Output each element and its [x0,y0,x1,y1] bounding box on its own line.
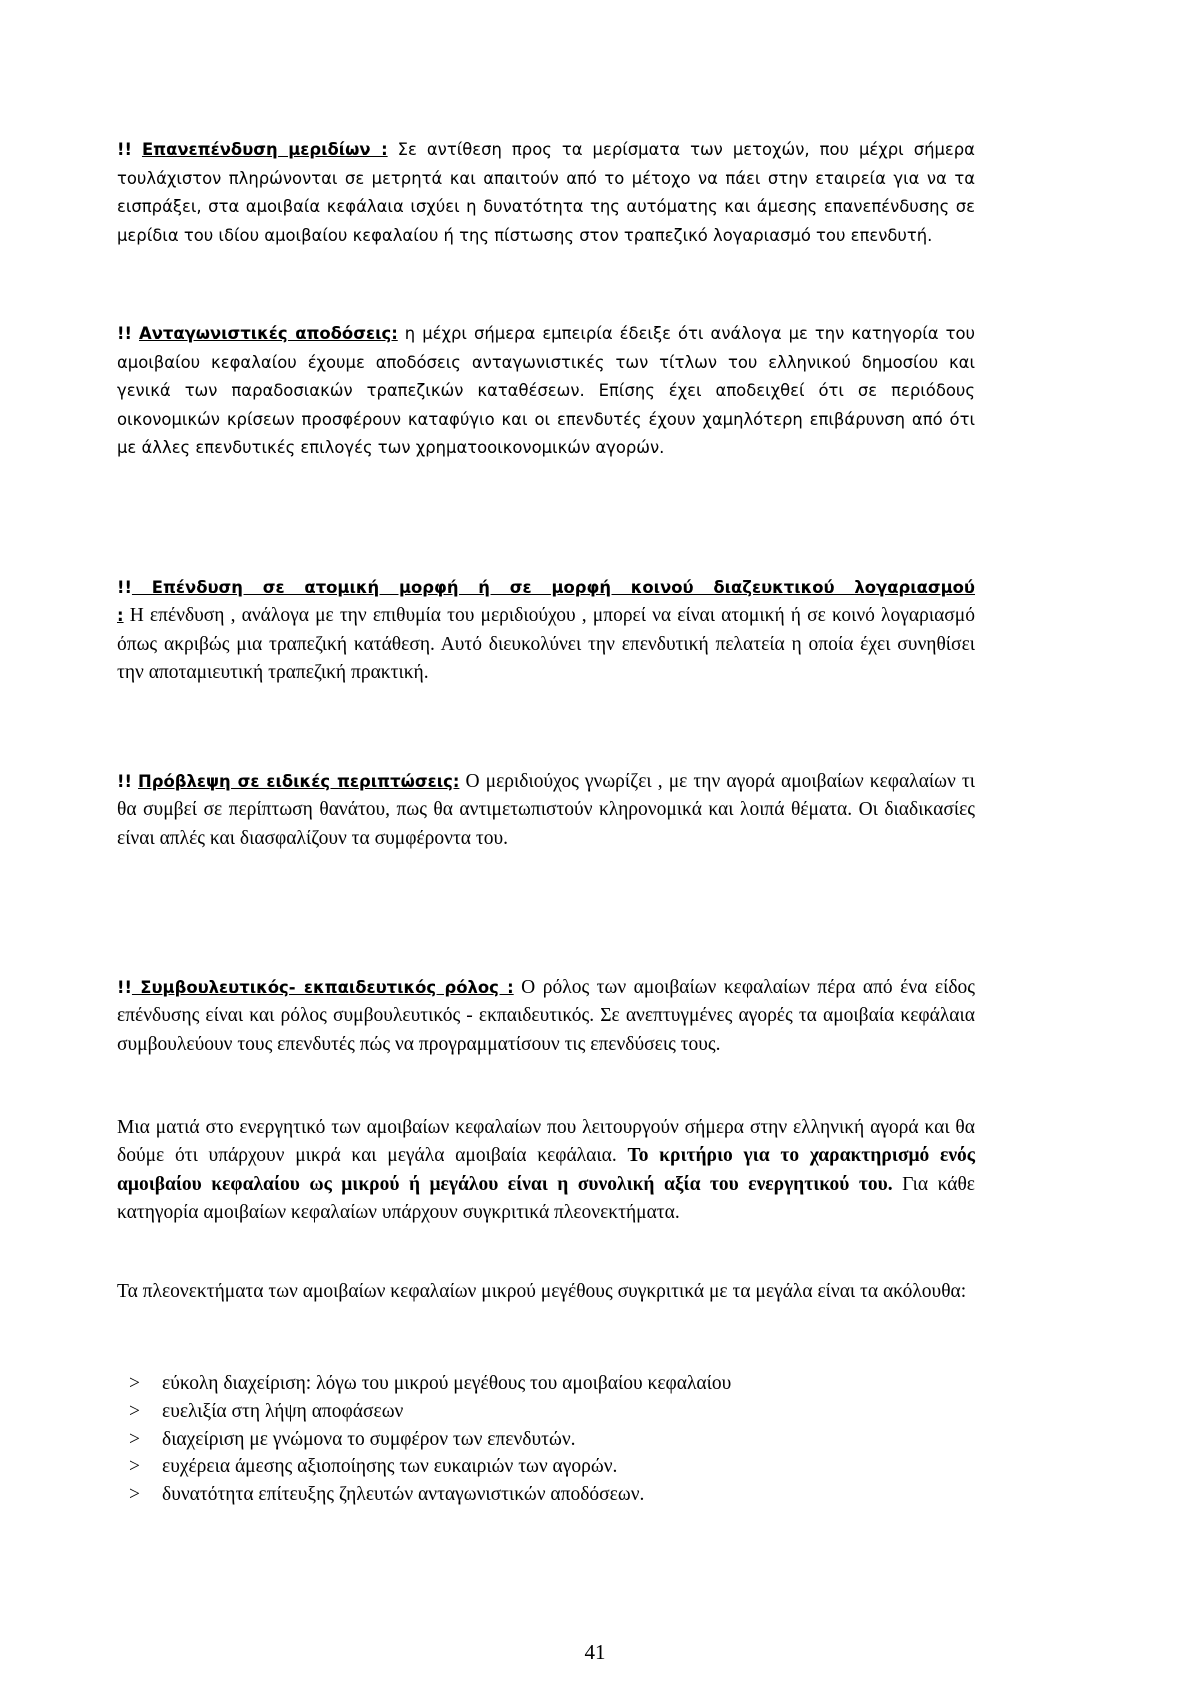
list-item [129,1481,975,1509]
section-text: Η επένδυση , ανάλογα με την επιθυμία του μεριδιούχου , μπορεί να είναι ατομική ή σε κοινό λογαριασμό όπως ακριβώς μια τραπεζική κατάθεση. Αυτό διευκολύνει την επενδυτική πελατεία η οποία έχει συνηθίσει την αποταμιευτική τραπεζική πρακτική. [117,605,975,684]
section-heading: Πρόβλεψη σε ειδικές περιπτώσεις: [138,772,460,791]
section-heading: Ανταγωνιστικές αποδόσεις: [139,324,398,343]
section-heading: Επανεπένδυση μεριδίων : [141,140,388,159]
paragraph-bold-criterion: Το κριτήριο για το χαρακτηρισμό ενός αμοιβαίου κεφαλαίου ως μικρού ή μεγάλου είναι η συνολική αξία του ενεργητικού του. [117,1145,976,1195]
paragraph-fund-size [117,1114,975,1228]
section-marker: !! [117,578,132,597]
section-text-continued: Επίσης έχει αποδειχθεί ότι σε περιόδους οικονομικών κρίσεων προσφέρουν καταφύγιο και οι επενδυτές έχουν χαμηλότερη επιβάρυνση από ότι με άλλες επενδυτικές επιλογές των χρηματοοικονομικών αγορών. [117,381,975,458]
list-item-text: διαχείριση με γνώμονα το συμφέρον των επενδυτών. [162,1428,576,1450]
list-item [129,1370,975,1398]
section-heading: Συμβουλευτικός- εκπαιδευτικός ρόλος : [131,978,514,997]
section-text: Ο μεριδιούχος γνωρίζει , με την αγορά αμοιβαίων κεφαλαίων τι θα συμβεί σε περίπτωση θανάτου, πως θα αντιμετωπιστούν κληρονομικά και λοιπά θέματα. Οι διαδικασίες είναι απλές και διασφαλίζουν τα συμφέροντα του. [117,771,975,849]
section-text: Ο ρόλος των αμοιβαίων κεφαλαίων πέρα από ένα είδος επένδυσης είναι και ρόλος συμβουλευτικός - εκπαιδευτικός. Σε ανεπτυγμένες αγορές τα αμοιβαία κεφάλαια συμβουλεύουν τους επενδυτές πώς να προγραμματίσουν τις επενδύσεις τους. [117,977,975,1055]
list-item-text: ευχέρεια άμεσης αξιοποίησης των ευκαιριών των αγορών. [162,1456,618,1478]
section-marker: !! [117,324,132,343]
list-item [129,1398,975,1426]
section-marker: !! [117,772,132,791]
list-item-text: ευελιξία στη λήψη αποφάσεων [162,1400,404,1422]
section-marker: !! [117,140,132,159]
paragraph-text: Μια ματιά στο ενεργητικό των αμοιβαίων κεφαλαίων που λειτουργούν σήμερα στην ελληνική αγορά και θα δούμε ότι υπάρχουν μικρά και μεγάλα αμοιβαία κεφάλαια. [117,1117,975,1167]
list-item [129,1453,975,1481]
section-marker: !! [117,978,132,997]
list-item-text: εύκολη διαχείριση: λόγω του μικρού μεγέθους του αμοιβαίου κεφαλαίου [162,1373,732,1394]
section-heading: Επένδυση σε ατομική μορφή ή σε μορφή κοινού διαζευκτικού λογαριασμού : [117,578,975,626]
list-marker: > [129,1456,140,1478]
section-competitive-returns [117,320,975,463]
section-advisory-role [117,974,975,1059]
paragraph-advantages-intro: Τα πλεονεκτήματα των αμοιβαίων κεφαλαίων μικρού μεγέθους συγκριτικά με τα μεγάλα είναι τα ακόλουθα: [117,1281,967,1302]
section-text: η μέχρι σήμερα εμπειρία έδειξε ότι ανάλογα με την κατηγορία του αμοιβαίου κεφαλαίου έχουμε αποδόσεις ανταγωνιστικές των τίτλων του ελληνικού δημοσίου και γενικά των παραδοσιακών τραπεζικών καταθέσεων. [117,324,976,401]
section-special-cases [117,768,975,853]
page-number: 41 [584,1640,606,1664]
list-marker: > [129,1484,140,1506]
section-individual-joint-account [117,574,975,688]
advantages-list [129,1370,975,1509]
list-item-text: δυνατότητα επίτευξης ζηλευτών ανταγωνιστικών αποδόσεων. [162,1484,645,1506]
list-marker: > [129,1400,140,1422]
list-marker: > [129,1373,140,1394]
list-item [129,1426,975,1454]
section-text: Σε αντίθεση προς τα μερίσματα των μετοχών, που μέχρι σήμερα τουλάχιστον πληρώνονται σε μετρητά και απαιτούν από το μέτοχο να πάει στην εταιρεία για να τα εισπράξει, στα αμοιβαία κεφάλαια ισχύει η δυνατότητα της αυτόματης και άμεσης επανεπένδυσης σε μερίδια του ιδίου αμοιβαίου κεφαλαίου ή της πίστωσης στον τραπεζικό λογαριασμό του επενδυτή. [117,140,975,245]
list-marker: > [129,1428,140,1450]
section-reinvestment [117,136,975,250]
paragraph-text-after: Για κάθε κατηγορία αμοιβαίων κεφαλαίων υπάρχουν συγκριτικά πλεονεκτήματα. [117,1173,975,1224]
